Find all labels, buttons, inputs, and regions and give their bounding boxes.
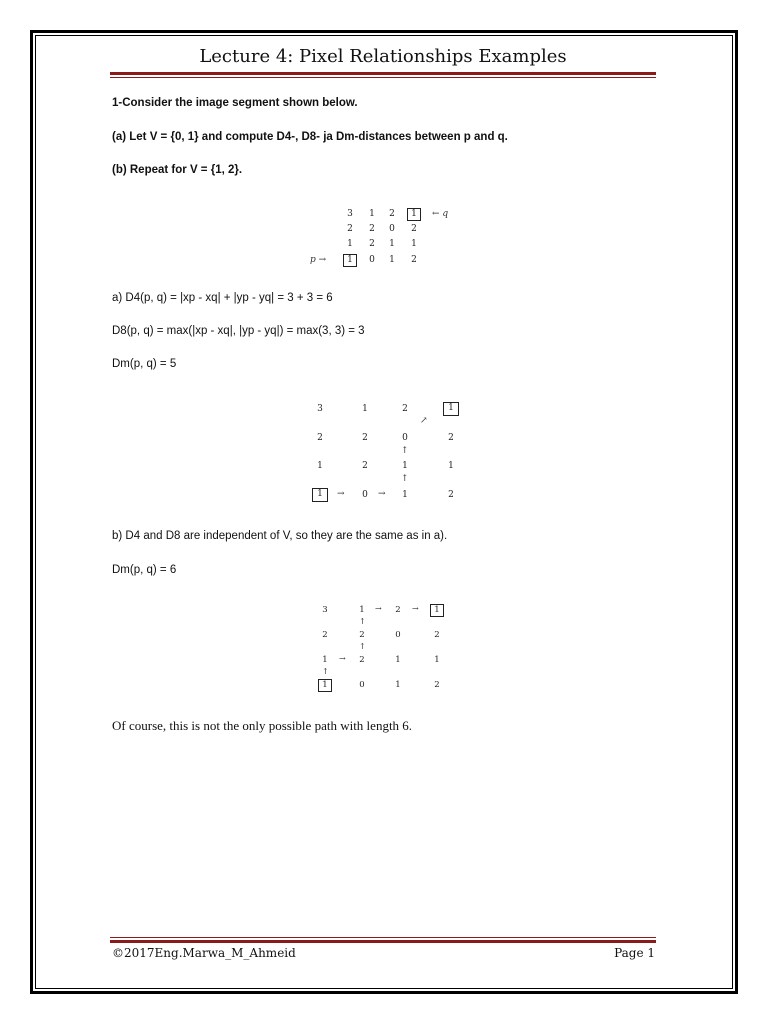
cell: 2 xyxy=(369,224,375,234)
cell: 2 xyxy=(359,655,365,665)
d4-formula: a) D4(p, q) = |xp - xq| + |yp - yq| = 3 + 3 = 6 xyxy=(112,292,333,304)
page-title: Lecture 4: Pixel Relationships Examples xyxy=(199,46,567,67)
arrow-right: → xyxy=(375,604,382,613)
cell: 2 xyxy=(448,490,454,500)
cell: 2 xyxy=(359,630,365,640)
cell: 1 xyxy=(317,461,323,471)
question-b: (b) Repeat for V = {1, 2}. xyxy=(112,164,243,176)
q-label: ← q xyxy=(432,209,449,219)
cell: 2 xyxy=(411,255,417,265)
cell: 0 xyxy=(402,433,408,443)
cell: 1 xyxy=(434,655,440,665)
cell: 0 xyxy=(389,224,395,234)
cell: 1 xyxy=(402,490,408,500)
question-a: (a) Let V = {0, 1} and compute D4-, D8- ja Dm-distances between p and q. xyxy=(112,131,508,143)
arrow-up: ↑ xyxy=(359,642,366,651)
page-border-inner xyxy=(35,35,733,989)
cell: 2 xyxy=(395,605,401,615)
arrow-up: ↑ xyxy=(401,446,409,456)
arrow-up: ↑ xyxy=(359,617,366,626)
cell: 2 xyxy=(347,224,353,234)
cell: 2 xyxy=(434,680,440,690)
cell-q-boxed: 1 xyxy=(430,604,444,617)
cell: 1 xyxy=(389,239,395,249)
part-b-text: b) D4 and D8 are independent of V, so they are the same as in a). xyxy=(112,530,448,542)
cell: 2 xyxy=(369,239,375,249)
cell: 0 xyxy=(362,490,368,500)
arrow-up: ↑ xyxy=(401,474,409,484)
cell-q-boxed: 1 xyxy=(443,402,459,416)
cell: 2 xyxy=(434,630,440,640)
cell: 1 xyxy=(322,655,328,665)
cell: 2 xyxy=(448,433,454,443)
cell: 1 xyxy=(359,605,365,615)
arrow-right: → xyxy=(337,489,345,499)
cell: 2 xyxy=(362,433,368,443)
cell: 0 xyxy=(369,255,375,265)
arrow-right: → xyxy=(412,604,419,613)
arrow-up: ↑ xyxy=(322,667,329,676)
cell: 2 xyxy=(389,209,395,219)
cell: 1 xyxy=(362,404,368,414)
cell: 2 xyxy=(317,433,323,443)
cell: 0 xyxy=(395,630,401,640)
question-intro: 1-Consider the image segment shown below. xyxy=(112,97,358,109)
p-label: p → xyxy=(310,255,327,265)
footer-rule-thick xyxy=(110,940,656,943)
cell: 2 xyxy=(402,404,408,414)
cell-q-boxed: 1 xyxy=(407,208,421,221)
arrow-diagonal: ↗ xyxy=(420,416,428,426)
cell: 1 xyxy=(402,461,408,471)
cell: 1 xyxy=(395,655,401,665)
footer-page-number: Page 1 xyxy=(614,946,655,960)
cell-p-boxed: 1 xyxy=(343,254,357,267)
cell: 3 xyxy=(347,209,353,219)
arrow-right: → xyxy=(378,489,386,499)
cell: 2 xyxy=(411,224,417,234)
cell: 1 xyxy=(411,239,417,249)
cell: 2 xyxy=(362,461,368,471)
cell: 1 xyxy=(389,255,395,265)
dm-a-result: Dm(p, q) = 5 xyxy=(112,358,177,370)
cell: 3 xyxy=(322,605,328,615)
closing-note: Of course, this is not the only possible path with length 6. xyxy=(112,718,413,733)
cell: 1 xyxy=(395,680,401,690)
cell: 1 xyxy=(448,461,454,471)
dm-b-result: Dm(p, q) = 6 xyxy=(112,564,177,576)
cell: 1 xyxy=(347,239,353,249)
header-rule-thick xyxy=(110,72,656,75)
header-rule-thin xyxy=(110,77,656,78)
footer-copyright: ©2017Eng.Marwa_M_Ahmeid xyxy=(112,946,296,960)
cell: 0 xyxy=(359,680,365,690)
arrow-right: → xyxy=(339,654,346,663)
cell: 2 xyxy=(322,630,328,640)
cell-p-boxed: 1 xyxy=(318,679,332,692)
footer-rule-thin xyxy=(110,937,656,938)
cell: 1 xyxy=(369,209,375,219)
cell: 3 xyxy=(317,404,323,414)
d8-formula: D8(p, q) = max(|xp - xq|, |yp - yq|) = max(3, 3) = 3 xyxy=(112,325,365,337)
cell-p-boxed: 1 xyxy=(312,488,328,502)
